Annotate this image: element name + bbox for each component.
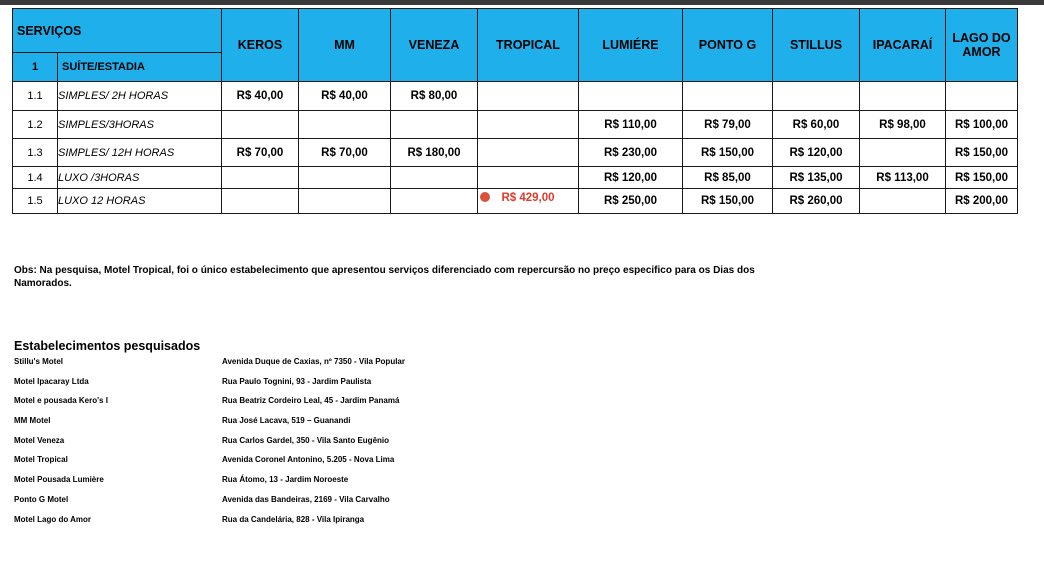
price-cell: R$ 80,00 [391,82,478,111]
row-number: 1.1 [13,82,58,111]
establishments-title: Estabelecimentos pesquisados [14,339,201,353]
price-cell: R$ 98,00 [860,111,946,139]
price-cell: R$ 180,00 [391,139,478,167]
list-item [14,396,514,416]
list-item [14,455,514,475]
price-cell: R$ 100,00 [946,111,1018,139]
price-cell [222,167,299,189]
establishment-address: Rua Paulo Tognini, 93 - Jardim Paulista [222,376,372,386]
price-cell: R$ 113,00 [860,167,946,189]
price-cell: R$ 200,00 [946,189,1018,214]
list-item [14,436,514,456]
column-header-veneza: VENEZA [391,9,478,82]
price-cell [478,139,579,167]
price-cell: R$ 70,00 [299,139,391,167]
row-number: 1.2 [13,111,58,139]
price-cell: R$ 150,00 [683,189,773,214]
observation-note: Obs: Na pesquisa, Motel Tropical, foi o único estabelecimento que apresentou serviços diferenciado com repercursão no preço especifico para os Dias dos Namorados. [14,265,755,289]
establishment-name: Motel Tropical [14,455,68,465]
column-header-ipacarai: IPACARAÍ [860,9,946,82]
price-cell: R$ 150,00 [946,139,1018,167]
price-cell: R$ 70,00 [222,139,299,167]
service-name: SIMPLES/3HORAS [58,111,222,139]
highlighted-price: R$ 429,00 [501,192,555,204]
list-item [14,357,514,377]
table-row [13,82,1018,111]
list-item [14,515,514,535]
price-cell [579,82,683,111]
price-table [12,8,1018,214]
list-item [14,377,514,397]
price-cell [773,82,860,111]
service-name: SIMPLES/ 2H HORAS [58,82,222,111]
establishment-address: Avenida Duque de Caxias, nº 7350 - Vila Popular [222,357,405,366]
establishment-name: MM Motel [14,416,51,426]
red-dot-marker [480,192,490,202]
price-cell: R$ 110,00 [579,111,683,139]
column-header-lumiere: LUMIÉRE [579,9,683,82]
price-cell: R$ 250,00 [579,189,683,214]
price-cell: R$ 260,00 [773,189,860,214]
list-item [14,495,514,515]
top-border-bar [0,0,1044,5]
column-header-mm: MM [299,9,391,82]
column-header-keros: KEROS [222,9,299,82]
price-cell [222,189,299,214]
price-cell: R$ 135,00 [773,167,860,189]
price-cell [860,82,946,111]
establishment-address: Rua Carlos Gardel, 350 - Vila Santo Eugênio [222,435,390,445]
price-cell [478,167,579,189]
establishment-name: Motel Lago do Amor [14,514,92,524]
header-servicos: SERVIÇOS [13,9,222,53]
list-item [14,475,514,495]
price-cell: R$ 120,00 [579,167,683,189]
price-cell: R$ 150,00 [946,167,1018,189]
row-number: 1.4 [13,167,58,189]
row-number: 1.3 [13,139,58,167]
list-item [14,416,514,436]
price-cell [391,189,478,214]
establishment-address: Rua Beatriz Cordeiro Leal, 45 - Jardim Panamá [222,396,400,406]
price-cell: R$ 40,00 [299,82,391,111]
column-header-stillus: STILLUS [773,9,860,82]
column-header-tropical: TROPICAL [478,9,579,82]
header-suite-estadia: SUÍTE/ESTADIA [58,53,222,82]
service-name: SIMPLES/ 12H HORAS [58,139,222,167]
price-cell [391,167,478,189]
service-name: LUXO /3HORAS [58,167,222,189]
table-row [13,139,1018,167]
price-cell: R$ 120,00 [773,139,860,167]
price-cell [946,82,1018,111]
price-cell [478,82,579,111]
table-row [13,111,1018,139]
establishment-address: Rua da Candelária, 828 - Vila Ipiranga [222,514,365,524]
price-cell: R$ 60,00 [773,111,860,139]
establishment-address: Avenida Coronel Antonino, 5.205 - Nova Lima [222,455,395,465]
row-number: 1.5 [13,189,58,214]
price-cell [299,167,391,189]
price-cell [299,111,391,139]
establishment-name: Motel Ipacaray Ltda [14,376,89,386]
price-cell: R$ 79,00 [683,111,773,139]
price-cell [391,111,478,139]
establishment-address: Avenida das Bandeiras, 2169 - Vila Carvalho [222,494,390,504]
establishment-address: Rua José Lacava, 519 – Guanandi [222,416,351,426]
establishment-name: Motel e pousada Kero's I [14,396,108,406]
price-cell [478,111,579,139]
table-row [13,167,1018,189]
column-header-ponto-g: PONTO G [683,9,773,82]
establishments-list [14,357,514,534]
establishment-name: Ponto G Motel [14,494,69,504]
price-cell: R$ 40,00 [222,82,299,111]
establishment-address: Rua Átomo, 13 - Jardim Noroeste [222,475,349,485]
establishment-name: Motel Pousada Lumière [14,475,104,485]
price-cell [222,111,299,139]
price-cell: R$ 85,00 [683,167,773,189]
table-row [13,189,1018,214]
column-header-lago-do-amor: LAGO DO AMOR [946,9,1018,82]
header-section-index: 1 [13,53,58,82]
service-name: LUXO 12 HORAS [58,189,222,214]
establishment-name: Motel Veneza [14,435,65,445]
establishment-name: Stillu's Motel [14,357,64,366]
price-cell [683,82,773,111]
price-cell: R$ 230,00 [579,139,683,167]
price-cell: R$ 150,00 [683,139,773,167]
highlighted-price-cell [478,189,579,214]
price-cell [299,189,391,214]
price-cell [860,139,946,167]
price-cell [860,189,946,214]
